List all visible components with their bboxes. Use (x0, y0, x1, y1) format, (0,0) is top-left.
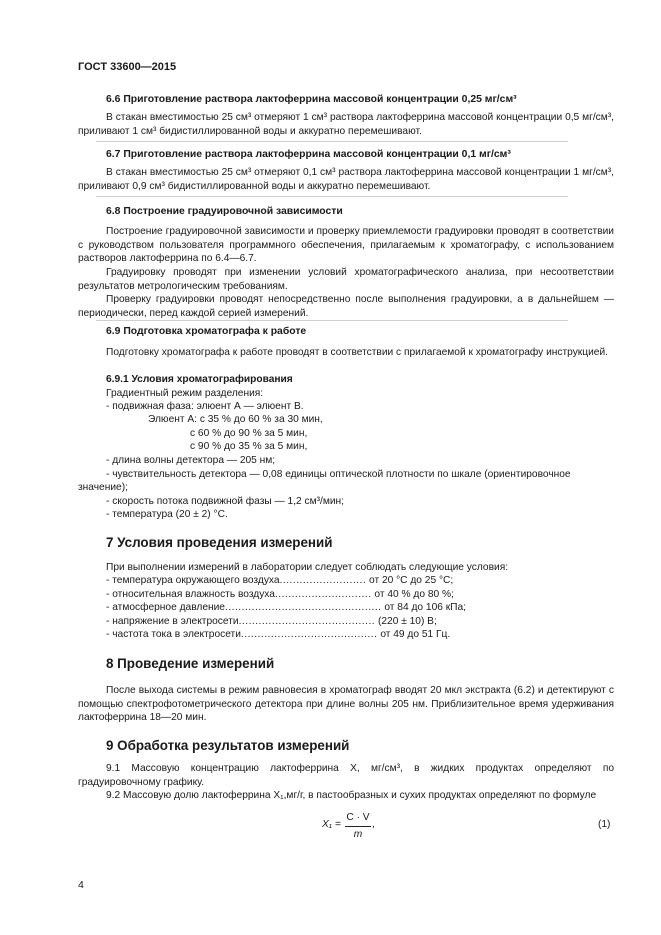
formula-denominator: m (353, 829, 363, 840)
heading-6-7: 6.7 Приготовление раствора лактоферрина массовой концентрации 0,1 мг/см³ (106, 149, 511, 160)
condition-leader-dots: ............................................... (224, 602, 382, 613)
paragraph-6-8-3: Проверку градуировки проводят непосредственно после выполнения градуировки, а в дальнейшем — периодически, перед каждой серией измерений. (78, 294, 614, 319)
standard-header: ГОСТ 33600—2015 (78, 61, 177, 73)
divider (96, 320, 568, 321)
divider (96, 141, 568, 142)
heading-6-9: 6.9 Подготовка хроматографа к работе (106, 326, 307, 337)
paragraph-9-2: 9.2 Массовую долю лактоферрина X₁,мг/г, в пастообразных и сухих продуктах определяют по формуле (106, 790, 597, 801)
condition-label: - относительная влажность воздуха (106, 589, 275, 600)
condition-leader-dots: ............................. (274, 589, 372, 600)
condition-leader-dots: .......................... (279, 575, 367, 586)
condition-label: - напряжение в электросети (106, 616, 239, 627)
eluent-a-step-3: с 90 % до 35 % за 5 мин, (190, 441, 308, 452)
condition-label: - частота тока в электросети (106, 629, 241, 640)
paragraph-6-7: В стакан вместимостью 25 см³ отмеряют 0,1 см³ раствора лактоферрина массовой концентрации 1 мг/см³, приливают 0,9 см³ бидистиллированной воды и аккуратно перемешивают. (78, 167, 614, 192)
temperature: - температура (20 ± 2) °С. (106, 509, 228, 520)
heading-7: 7 Условия проведения измерений (106, 535, 333, 550)
paragraph-9-1: 9.1 Массовую концентрацию лактоферрина X, мг/см³, в жидких продуктах определяют по градуировочному графику. (78, 763, 614, 788)
paragraph-8: После выхода системы в режим равновесия в хроматограф вводят 20 мкл экстракта (6.2) и детектируют с помощью спектрофотометрического детектора при длине волны 205 нм. Приблизительное время удерживания лактоферрина 18—20 мин. (78, 685, 614, 724)
condition-row (106, 615, 437, 629)
condition-row (106, 601, 466, 615)
condition-label: - температура окружающего воздуха (106, 575, 280, 586)
gradient-mode: Градиентный режим разделения: (106, 388, 264, 399)
condition-leader-dots: ......................................... (240, 629, 378, 640)
eluent-a-step-1: Элюент А: с 35 % до 60 % за 30 мин, (148, 414, 323, 425)
condition-row (106, 574, 453, 588)
heading-6-6: 6.6 Приготовление раствора лактоферрина массовой концентрации 0,25 мг/см³ (106, 94, 517, 105)
condition-value: от 20 °С до 25 °С; (369, 575, 454, 586)
eluent-a-step-2: с 60 % до 90 % за 5 мин, (190, 428, 308, 439)
heading-8: 8 Проведение измерений (106, 656, 275, 671)
page-number: 4 (78, 879, 84, 891)
formula-lhs: X₁ = (322, 819, 341, 830)
condition-leader-dots: ......................................... (238, 616, 376, 627)
formula-numerator: C · V (346, 812, 370, 823)
heading-9: 9 Обработка результатов измерений (106, 738, 350, 753)
conditions-intro: При выполнении измерений в лаборатории следует соблюдать следующие условия: (106, 562, 509, 573)
condition-row (106, 628, 450, 642)
condition-label: - атмосферное давление (106, 602, 225, 613)
detector-sensitivity-cont: значение); (78, 482, 128, 493)
formula-comma: , (372, 819, 375, 830)
flow-rate: - скорость потока подвижной фазы — 1,2 см³/мин; (106, 496, 345, 507)
divider (96, 196, 568, 197)
paragraph-6-9: Подготовку хроматографа к работе проводят в соответствии с прилагаемой к хроматографу инструкцией. (106, 347, 608, 358)
condition-value: от 40 % до 80 %; (374, 589, 454, 600)
heading-6-8: 6.8 Построение градуировочной зависимости (106, 206, 343, 217)
condition-value: от 84 до 106 кПа; (384, 602, 467, 613)
condition-value: (220 ± 10) В; (377, 616, 437, 627)
paragraph-6-6: В стакан вместимостью 25 см³ отмеряют 1 см³ раствора лактоферрина массовой концентрации 0,5 мг/см³, приливают 1 см³ бидистиллированной воды и аккуратно перемешивают. (78, 112, 614, 137)
condition-value: от 49 до 51 Гц. (380, 629, 451, 640)
paragraph-6-8-1: Построение градуировочной зависимости и проверку приемлемости градуировки проводят в соответствии с руководством пользователя программного обеспечения, прилагаемым к хроматографу, с использованием растворов лактоферрина по 6.4—6.7. (78, 226, 614, 265)
paragraph-6-8-2: Градуировку проводят при изменении условий хроматографического анализа, при несоответствии результатов метрологическим требованиям. (78, 267, 614, 292)
formula-number: (1) (598, 819, 611, 830)
heading-6-9-1: 6.9.1 Условия хроматографирования (106, 374, 293, 385)
detector-sensitivity: - чувствительность детектора — 0,08 единицы оптической плотности по шкале (ориентировочное (106, 469, 571, 480)
detector-wavelength: - длина волны детектора — 205 нм; (106, 455, 276, 466)
condition-row (106, 588, 454, 602)
formula-fraction-bar (345, 826, 371, 827)
mobile-phase: - подвижная фаза: элюент А — элюент В. (106, 401, 304, 412)
